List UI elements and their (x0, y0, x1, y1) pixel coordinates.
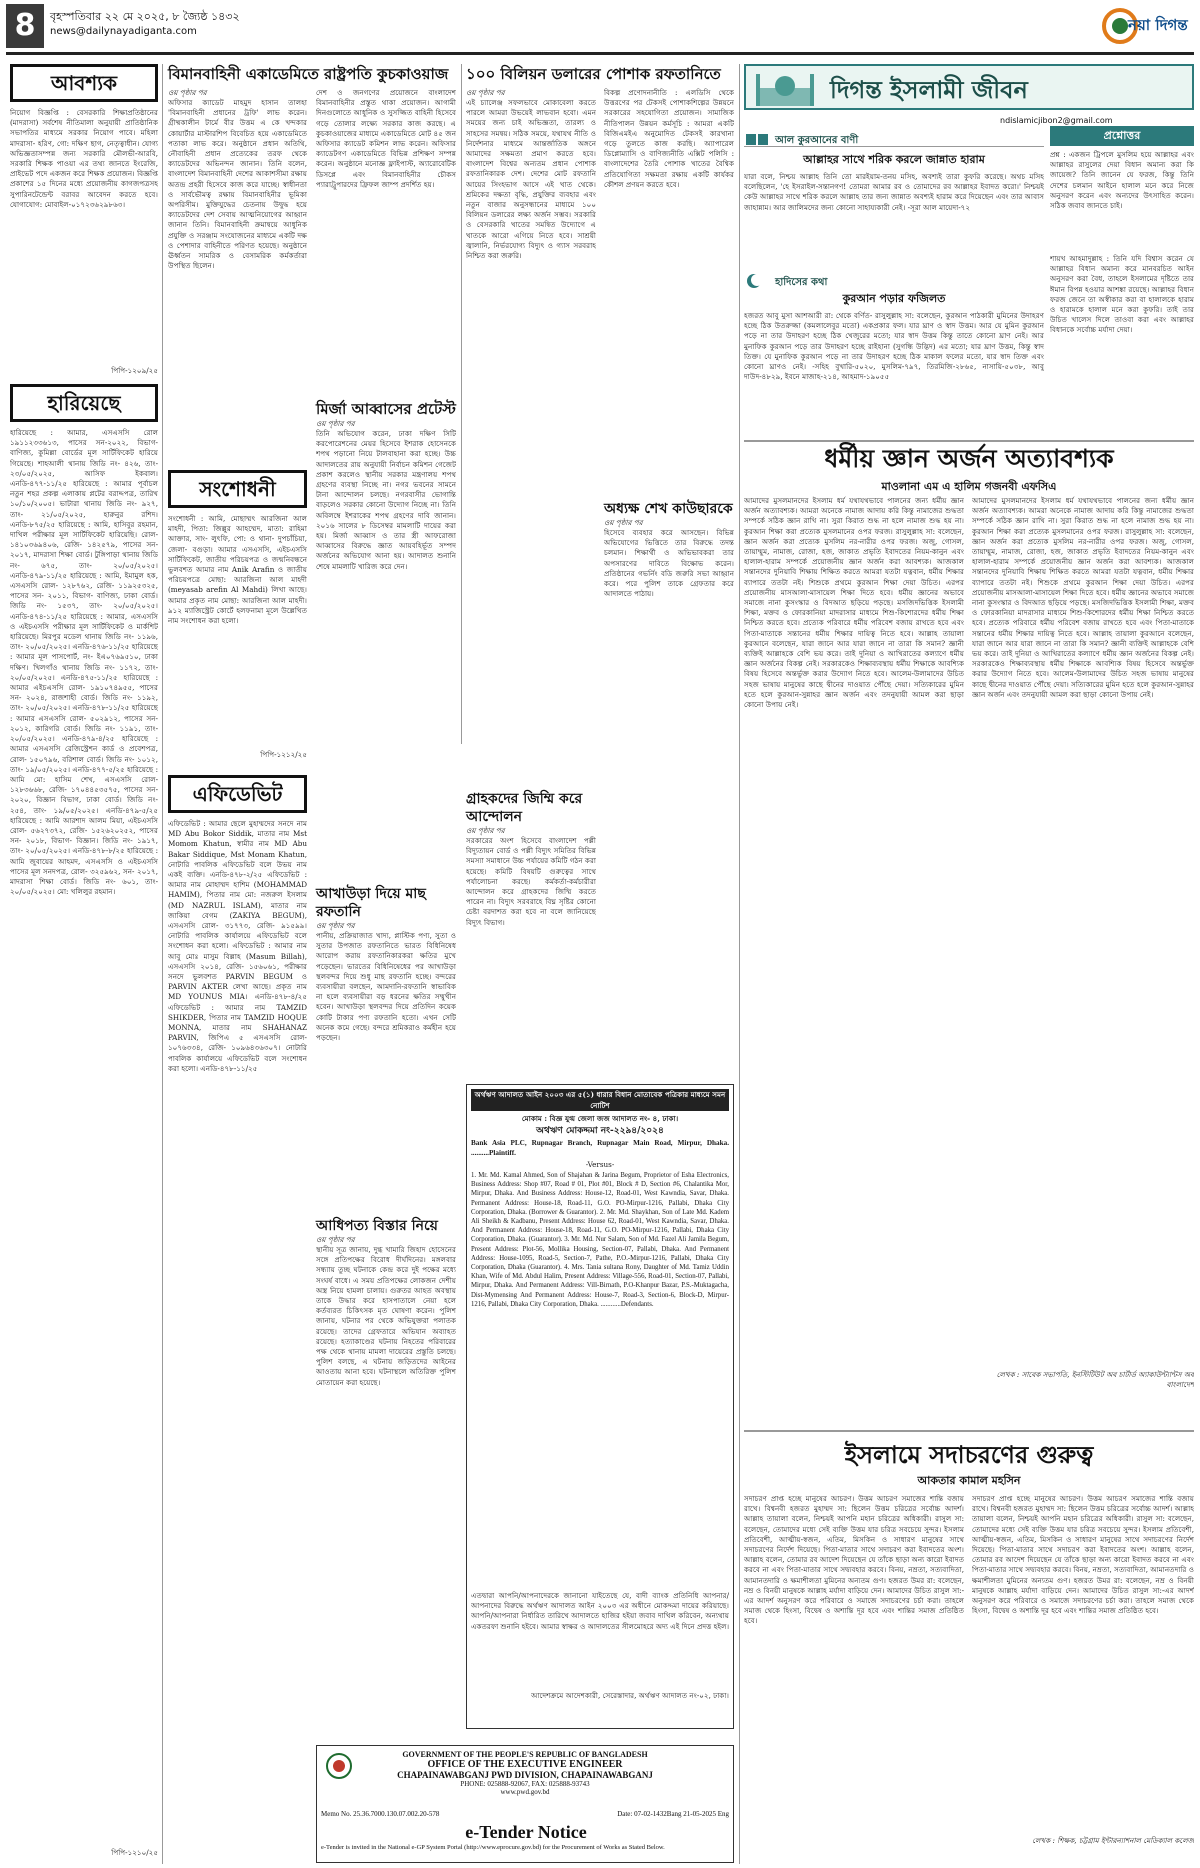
lost-heading: হারিয়েছে (10, 384, 158, 422)
main-article-text: আমাদের মুসলমানদের ইসলাম ধর্ম যথাযথভাবে পালনের জন্য ধর্মীয় জ্ঞান অর্জন অত্যাবশ্যক। আমরা অনেকে নামাজ আদায় করি কিন্তু নামাজের শুদ্ধতা সম্পর্কে সঠিক জ্ঞান রাখি না। সুরা কিরাত শুদ্ধ না হলে নামাজ শুদ্ধ হয় না। কুরআন শিক্ষা করা প্রত্যেক মুসলমানের ওপর ফরজ। রাসুলুল্লাহ সা: বলেছেন, জ্ঞান অর্জন করা প্রত্যেক মুসলিম নর-নারীর ওপর ফরজ। অজু, গোসল, তায়াম্মুম, নামাজ, রোজা, হজ, জাকাত প্রভৃতি ইবাদতের নিয়ম-কানুন এবং হালাল-হারাম সম্পর্কে প্রয়োজনীয় জ্ঞান অর্জন করা আবশ্যক। আজকাল সন্তানদের দুনিয়াবি শিক্ষায় শিক্ষিত করতে আমরা যতটা যত্নবান, ধর্মীয় শিক্ষার ব্যাপারে ততটা নই। শিশুকে প্রথমে কুরআন শিক্ষা দেয়া উচিত। এরপর প্রয়োজনীয় মাসআলা-মাসায়েল শিক্ষা দিতে হবে। ধর্মীয় জ্ঞানের অভাবে সমাজে নানা কুসংস্কার ও বিদআত ছড়িয়ে পড়ছে। মসজিদভিত্তিক ইসলামী শিক্ষা, মক্তব ও ফোরকানিয়া মাদরাসার মাধ্যমে শিশু-কিশোরদের ধর্মীয় শিক্ষা নিশ্চিত করতে হবে। প্রত্যেক পরিবারে ধর্মীয় পরিবেশ বজায় রাখতে হবে এবং পিতা-মাতাকে সন্তানের ধর্মীয় শিক্ষার দায়িত্ব নিতে হবে। আল্লাহ তায়ালা কুরআনে বলেছেন, যারা জানে আর যারা জানে না তারা কি সমান? জ্ঞানী ব্যক্তিই আল্লাহকে বেশি ভয় করে। তাই দুনিয়া ও আখিরাতের কল্যাণে ধর্মীয় জ্ঞান অর্জনের বিকল্প নেই। সরকারকেও শিক্ষাব্যবস্থায় ধর্মীয় শিক্ষাকে আবশ্যিক বিষয় হিসেবে অন্তর্ভুক্ত করার উদ্যোগ নিতে হবে। আলেম-উলামাদের উচিত সহজ ভাষায় মানুষের কাছে দ্বীনের দাওয়াত পৌঁছে দেয়া। সত্যিকারের মুমিন হতে হলে কুরআন-সুন্নাহর জ্ঞান অর্জন এবং তদনুযায়ী আমল করা ছাড়া কোনো উপায় নেই। (744, 496, 964, 710)
air-force-headline: বিমানবাহিনী একাডেমিতে রাষ্ট্রপতি কুচকাওয়াজ (168, 65, 449, 83)
page-number-box (6, 4, 44, 48)
hadith-label-row (744, 270, 1044, 288)
needed-ref: পিপি-১২০৯/২৫ (111, 366, 158, 375)
header-email[interactable]: news@dailynayadiganta.com (50, 26, 197, 37)
power-byline: ওয় পৃষ্ঠার পর (316, 1235, 355, 1244)
correction-text: সংশোধনী : আমি, মোছাম্মৎ আরজিনা আল মাহদী, পিতা: জিল্লুর আহম্মেদ, মাতা: রাহিমা আক্তার, সাং- লুৎফি, পো: ও থানা- দুপচাঁচিয়া, জেলা- বগুড়া। আমার এসএসসি, এইচএসসি সার্টিফিকেট, জাতীয় পরিচয়পত্র ও জন্মনিবন্ধনে ভুলবশত আমার নাম Anik Arafin ও জাতীয় পরিচয়পত্রে মোছা: আরজিনা আল মাহদী (meyasab arefin Al Mahdi) লিখা আছে। আমার প্রকৃত নাম মোছা: আরজিনা আল মাহদী। ৯১২ ম্যাজিস্ট্রেট কোর্টে হলফনামা মূলে উল্লেখিত নাম সংশোধন করা হলো। (168, 514, 307, 626)
gas-byline: ওয় পৃষ্ঠার পর (466, 826, 505, 835)
air-force-byline: ওয় পৃষ্ঠার পর (168, 88, 207, 97)
mosque-icon (750, 68, 820, 108)
mirza-headline: মির্জা আব্বাসের প্রটেস্ট (316, 400, 456, 418)
tender-date: Date: 07-02-1432Bang 21-05-2025 Eng (617, 1810, 729, 1818)
gas-article (466, 790, 596, 1080)
header-rule (6, 52, 1194, 55)
garment-text: এই চ্যালেঞ্জ সফলভাবে মোকাবেলা করতে পারলে আমরা উভয়েই লাভবান হবো। এমন সময়ের জন্য চাই অভিজ্ঞতা, তারল্য ও সাহসের সমন্বয়। সঠিক সময়ে, যথাযথ নীতি ও নির্দেশনার মাধ্যমে আন্তর্জাতিক অঙ্গনে আমাদের সক্ষমতা প্রমাণ করতে হবে। বাংলাদেশ বিশ্বের অন্যতম প্রধান পোশাক রফতানিকারক দেশ। দেশের মোট রফতানি আয়ের সিংহভাগ আসে এই খাত থেকে। শ্রমিকের দক্ষতা বৃদ্ধি, প্রযুক্তির ব্যবহার এবং নতুন বাজার অনুসন্ধানের মাধ্যমে ১০০ বিলিয়ন ডলারের লক্ষ্য অর্জন সম্ভব। সরকারি ও বেসরকারি খাতের সমন্বিত উদ্যোগে এ খাতকে আরো এগিয়ে নিতে হবে। সাশ্রয়ী জ্বালানি, নির্ভরযোগ্য বিদ্যুৎ ও গ্যাস সরবরাহ নিশ্চিত করা জরুরি। (466, 98, 596, 261)
islamic-email[interactable]: ndislamicjibon2@gmail.com (1000, 116, 1113, 125)
notice-bank: Bank Asia PLC, Rupnagar Branch, Rupnagar Main Road, Mirpur, Dhaka. ..........Plaintiff. (471, 1139, 729, 1158)
second-article-text-cont: সদাচরণ প্রাপ্ত হচ্ছে মানুষের আচরণ। উত্তম আচরণ সমাজের শান্তি বজায় রাখে। বিশ্বনবী হজরত মুহাম্মদ সা: ছিলেন উত্তম চরিত্রের সর্বোচ্চ আদর্শ। আল্লাহ তায়ালা বলেন, নিশ্চয়ই আপনি মহান চরিত্রের অধিকারী। রাসুল সা: বলেছেন, তোমাদের মধ্যে সেই ব্যক্তি উত্তম যার চরিত্র সবচেয়ে সুন্দর। ইসলাম প্রতিবেশী, আত্মীয়-স্বজন, এতিম, মিসকিন ও সাধারণ মানুষের সাথে সদাচরণের নির্দেশ দিয়েছে। পিতা-মাতার সাথে সদাচরণ করা ইবাদতের অংশ। আল্লাহ বলেন, তোমার রব আদেশ দিয়েছেন যে তাঁকে ছাড়া অন্য কারো ইবাদত করবে না এবং পিতা-মাতার সাথে সদ্ব্যবহার করবে। বিনয়, নম্রতা, সত্যবাদিতা, আমানতদারি ও ক্ষমাশীলতা মুমিনের অন্যতম গুণ। হজরত উমর রা: বলেছেন, নম্র ও বিনয়ী মানুষকে আল্লাহ মর্যাদা বাড়িয়ে দেন। আমাদের উচিত রাসুল সা:-এর আদর্শ অনুসরণ করে পরিবারে ও সমাজে সদাচরণের চর্চা করা। তাহলে সমাজ থেকে হিংসা, বিদ্বেষ ও অশান্তি দূর হবে এবং শান্তির সমাজ প্রতিষ্ঠিত হবে। (972, 1494, 1194, 1616)
teacher-headline: অধ্যক্ষ শেখ কাউছারকে (604, 501, 733, 517)
quran-label-row (744, 128, 1044, 147)
header-date: বৃহস্পতিবার ২২ মে ২০২৫, ৮ জ্যৈষ্ঠ ১৪৩২ (50, 10, 240, 23)
tender-phone: PHONE: 025888-92067, FAX: 025888-93743 (460, 1780, 590, 1788)
second-article-text: সদাচরণ প্রাপ্ত হচ্ছে মানুষের আচরণ। উত্তম আচরণ সমাজের শান্তি বজায় রাখে। বিশ্বনবী হজরত মুহাম্মদ সা: ছিলেন উত্তম চরিত্রের সর্বোচ্চ আদর্শ। আল্লাহ তায়ালা বলেন, নিশ্চয়ই আপনি মহান চরিত্রের অধিকারী। রাসুল সা: বলেছেন, তোমাদের মধ্যে সেই ব্যক্তি উত্তম যার চরিত্র সবচেয়ে সুন্দর। ইসলাম প্রতিবেশী, আত্মীয়-স্বজন, এতিম, মিসকিন ও সাধারণ মানুষের সাথে সদাচরণের নির্দেশ দিয়েছে। পিতা-মাতার সাথে সদাচরণ করা ইবাদতের অংশ। আল্লাহ বলেন, তোমার রব আদেশ দিয়েছেন যে তাঁকে ছাড়া অন্য কারো ইবাদত করবে না এবং পিতা-মাতার সাথে সদ্ব্যবহার করবে। বিনয়, নম্রতা, সত্যবাদিতা, আমানতদারি ও ক্ষমাশীলতা মুমিনের অন্যতম গুণ। হজরত উমর রা: বলেছেন, নম্র ও বিনয়ী মানুষকে আল্লাহ মর্যাদা বাড়িয়ে দেন। আমাদের উচিত রাসুল সা:-এর আদর্শ অনুসরণ করে পরিবারে ও সমাজে সদাচরণের চর্চা করা। তাহলে সমাজ থেকে হিংসা, বিদ্বেষ ও অশান্তি দূর হবে এবং শান্তির সমাজ প্রতিষ্ঠিত হবে। (744, 1494, 964, 1626)
classified-column (10, 64, 158, 1864)
air-force-text-cont: দেশ ও জনগণের প্রয়োজনে বাংলাদেশ বিমানবাহিনীর প্রস্তুত থাকা প্রয়োজন। আগামী দিনগুলোতে আধুনিক ও সুসজ্জিত বাহিনী হিসেবে গড়ে তোলার লক্ষ্যে সরকার কাজ করছে। এ কুচকাওয়াজের মাধ্যমে একাডেমিতে মোট ৪৫ জন অফিসার ক্যাডেট কমিশন লাভ করেন। অফিসার ক্যাডেটগণ একাডেমিতে বিভিন্ন প্রশিক্ষণ সম্পন্ন করেন। অনুষ্ঠানে মনোজ্ঞ ফ্লাইপাস্ট, অ্যারোবেটিক ডিসপ্লে এবং বিমানবাহিনীর চৌকস প্যারাট্রুপারদের ফ্রিফল জাম্প প্রদর্শিত হয়। (316, 88, 456, 189)
tender-office: OFFICE OF THE EXECUTIVE ENGINEER (427, 1759, 623, 1770)
quran-label: আল কুরআনের বাণী (775, 135, 859, 146)
court-notice (466, 1084, 734, 1729)
gas-headline: গ্রাহকদের জিম্মি করে আন্দোলন (466, 791, 583, 825)
needed-text: নিয়োগ বিজ্ঞপ্তি : বেসরকারি শিক্ষাপ্রতিষ্ঠানের (মাদরাসা) সর্বশেষ নীতিমালা অনুযায়ী প্রাতিষ্ঠানিক সভাপতির মাধ্যমে সরকার নিয়োগ পাবে। মহিলা মাদরাসা- হরিণ, গো: দক্ষিণ ছাগ, নেতৃত্বাধীন। যোগ্য অভিজ্ঞতাসম্পন্ন জন্য সরকারি মৌলভী-আরবি, সরকারি শিক্ষক পাওয়া এর তথ্য জানতে ইংরেজি, প্রাইভেট পদে একজন করে শিক্ষক প্রয়োজন। বিজ্ঞপ্তি প্রকাশের ১৫ দিনের মধ্যে প্রয়োজনীয় কাগজপত্রসহ সুপারিনটেন্ডেন্ট বরাবর আবেদন করতে হবে। যোগাযোগ: মোবাইল-০১৭২৩৬২৯৮৬৩। (10, 108, 158, 209)
power-headline: আধিপত্য বিস্তার নিয়ে (316, 1218, 438, 1234)
main-article-footer: লেখক : সাবেক সভাপতি, ইনস্টিটিউট অব চার্টার্ড অ্যাকাউন্ট্যান্টস অব বাংলাদেশ (996, 1370, 1194, 1390)
crescent-icon (744, 273, 770, 289)
notice-case: অর্থঋণ মোকদ্দমা নং-২২৯৪/২০২৪ (536, 1126, 664, 1136)
garment-text-cont: বিকল্প প্রণোদনানীতি : এলডিসি থেকে উত্তরণের পর টেকসই পোশাকশিল্পের উন্নয়নে সরকারের সহযোগিতা প্রয়োজন। সামাজিক নীতিপালন উন্নয়ন কর্মসূচি : আমরা একটি বিজিএমইএ অনুমোদিত টেকসই কারখানা গড়ে তুলতে কাজ করছি। অ্যাপারেল ডিপ্লোম্যাসি ও বাণিজ্যনীতি এক্সিট পলিসি : বাংলাদেশের তৈরি পোশাক খাতের বৈশ্বিক প্রতিযোগিতা সক্ষমতা রক্ষায় একটি কার্যকর কৌশল প্রণয়ন করতে হবে। (604, 88, 734, 189)
lost-ref: পিপি-১২১০/২৫ (111, 1848, 158, 1857)
affidavit-box (168, 775, 307, 1865)
quran-title: আল্লাহর সাথে শরিক করলে জান্নাত হারাম (803, 153, 985, 166)
tender-division: CHAPAINAWABGANJ PWD DIVISION, CHAPAINAWABGANJ (397, 1770, 653, 1780)
qa-section (1050, 126, 1194, 436)
second-article-author: আকতার কামাল মহসিন (917, 1474, 1021, 1487)
correction-box (168, 470, 307, 770)
qa-answer: শায়খ আহমাদুল্লাহ : তিনি যদি বিশ্বাস করেন যে আল্লাহর বিধান অমান্য করে মানবরচিত আইন অনুসরণ করা বৈধ, তাহলে ইসলামের দৃষ্টিতে তার ঈমান বিপন্ন হওয়ার আশঙ্কা রয়েছে। আল্লাহর বিধান ফরজ জেনে তা অস্বীকার করা বা হালালকে হারাম ও হারামকে হালাল মনে করা কুফরি। তাই তার উচিত খালেস দিলে তাওবা করা এবং আল্লাহর বিধানকে সর্বোচ্চ মর্যাদা দেয়া। (1050, 254, 1194, 335)
main-article (744, 440, 1194, 1420)
hadith-title: কুরআন পড়ার ফজিলত (842, 292, 946, 305)
needed-heading: আবশ্যক (10, 64, 158, 102)
column-divider (461, 64, 462, 744)
mirza-byline: ওয় পৃষ্ঠার পর (316, 419, 355, 428)
second-article-title: ইসলামে সদাচরণের গুরুত্ব (844, 1441, 1094, 1469)
main-article-author: মাওলানা এম এ হালিম গজনবী এফসিএ (881, 480, 1057, 493)
hadith-section (744, 270, 1044, 436)
tender-gov: GOVERNMENT OF THE PEOPLE'S REPUBLIC OF BANGLADESH (402, 1750, 648, 1759)
tender-memo: Memo No. 25.36.7000.130.07.002.20-578 (321, 1810, 440, 1818)
qa-label: প্রশ্নোত্তর (1050, 126, 1194, 146)
qa-question: প্রশ্ন : একজন ট্রিপলে মুসলিম হয়ে আল্লাহর এবং আল্লাহর রাসুলের দেয়া বিধান অমান্য করা কি জায়েজ? তিনি জানেন যে ফরজ, কিন্তু তিনি দেশের চলমান আইনে হালাল মনে করে নিজে অনুসরণ করেন এবং অন্যদের উৎসাহিত করেন। সঠিক জবাব জানতে চাই। (1050, 150, 1194, 211)
fish-text: পানীয়, প্রক্রিয়াজাত খাদ্য, প্লাস্টিক পণ্য, সুতা ও সুতার উপজাত রফতানিতে ভারত বিধিনিষেধ আরোপ করায় রফতানিকারকরা ক্ষতির মুখে পড়েছেন। ভারতের বিধিনিষেধের পর আখাউড়া স্থলবন্দর দিয়ে শুধু মাছ রফতানি হচ্ছে। বন্দরের ব্যবসায়ীরা বলছেন, আমদানি-রফতানি স্বাভাবিক না হলে ব্যবসায়ীরা বড় ধরনের ক্ষতির সম্মুখীন হবেন। আখাউড়া স্থলবন্দর দিয়ে প্রতিদিন কয়েক কোটি টাকার পণ্য রফতানি হতো। এখন সেটি অনেক কমে গেছে। বন্দরে শ্রমিকরাও কর্মহীন হয়ে পড়ছেন। (316, 931, 456, 1043)
government-seal-icon (325, 1752, 353, 1780)
hadith-label: হাদিসের কথা (775, 277, 828, 288)
notice-body: এতদ্বারা আপনি/আপনাদেরকে জানানো যাইতেছে যে, বাদী ব্যাংক প্রতিনিধি আপনার/আপনাদের বিরুদ্ধে অর্থঋণ আদালত আইন ২০০৩ এর অধীনে মোকদ্দমা দায়ের করিয়াছে। আপনি/আপনারা নির্ধারিত তারিখে আদালতে হাজির হইয়া জবাব দাখিল করিবেন, অন্যথায় একতরফা শুনানি হইবে। আমার স্বাক্ষর ও আদালতের সীলমোহরে অদ্য এই দিনে প্রদত্ত হইল। (471, 1591, 729, 1631)
air-force-text: অফিসার ক্যাডেট মাহমুদ হাসান তালহা 'বিমানবাহিনী প্রধানের ট্রফি' লাভ করেন। গ্রীষ্মকালীন টার্মে বীর উত্তম এ কে খন্দকার কোয়ার্টার মাস্টারশিপ বিবেচিত হয়ে একাডেমিতে পতাকা লাভ করে। অনুষ্ঠানে প্রধান অতিথি, নৌবাহিনী প্রধান প্রত্যেকের তরফ থেকে ক্যাডেটদের অভিনন্দন জানান। তিনি বলেন, বাংলাদেশ বিমানবাহিনী দেশের আকাশসীমা রক্ষায় অতন্দ্র প্রহরী হিসেবে কাজ করে যাচ্ছে। স্বাধীনতা ও সার্বভৌমত্ব রক্ষায় বিমানবাহিনীর ভূমিকা অপরিসীম। মুক্তিযুদ্ধের চেতনায় উদ্বুদ্ধ হয়ে ক্যাডেটদের দেশ সেবায় আত্মনিয়োগের আহ্বান জানান তিনি। বিমানবাহিনী ক্রমান্বয়ে আধুনিক প্রযুক্তি ও সরঞ্জাম সংযোজনের মাধ্যমে একটি দক্ষ ও পেশাদার বাহিনীতে পরিণত হয়েছে। অনুষ্ঠানে ঊর্ধ্বতন সামরিক ও বেসামরিক কর্মকর্তারা উপস্থিত ছিলেন। (168, 98, 307, 271)
quran-section (744, 128, 1044, 264)
affidavit-text: এফিডেভিট : আমার ছেলে মুহাম্মদের সনদে নাম MD Abu Bokor Siddik, মাতার নাম Mst Momom Khatun, স্বামীর নাম MD Abu Bakar Siddique, Mst Monam Khatun, নোটারি পাবলিক এফিডেভিট বলে উভয় নাম একই ব্যক্তি। এনডি-৪৭৮-২/২৫ এফিডেভিট : আমার নাম মোহাম্মদ হাশিম (MOHAMMAD HAMIM), পিতার নাম মো: নজরুল ইসলাম (MD NAZRUL ISLAM), মাতার নাম জাকিয়া বেগম (ZAKIYA BEGUM), এসএসসি রোল- ৩১৭৭৩, রেজি- ৯১৫৯৯। নোটারি পাবলিক কার্যালয়ে এফিডেভিট বলে সংশোধন করা হলো। এফিডেভিট : আমার নাম আবু মোঃ মাসুম বিল্লাহ (Masum Billah), এসএসসি ২০১৪, রেজি- ১৫৬০৬১, পরীক্ষার সনদে ভুলবশত PARVIN BEGUM ও PARVIN AKTER লেখা আছে। প্রকৃত নাম MD YOUNUS MIA। এনডি-৪৭৮-৪/২৫ এফিডেভিট : আমার নাম TAMZID SHIKDER, পিতার নাম TAMZID HOQUE MONNA, মাতার নাম SHAHANAZ PARVIN, জিপিএ ৫ এসএসসি রোল- ১০৭৬৩৩৪, রেজি- ১০৯৬৪৩৬৩০৭। নোটারি পাবলিক কার্যালয়ে এফিডেভিট বলে সংশোধন করা হলো। এনডি-৪৭৮-১১/২৫ (168, 819, 307, 1073)
column-divider (162, 64, 163, 1864)
notice-court: মোকাম : বিজ্ঞ যুগ্ম জেলা জজ আদালত নং- ৪, ঢাকা। (521, 1114, 679, 1123)
tender-title: e-Tender Notice (465, 1822, 587, 1842)
teacher-text: হিসেবে ব্যবহার করে আসছেন। বিভিন্ন অভিযোগের ভিত্তিতে তার বিরুদ্ধে তদন্ত চলমান। শিক্ষার্থী ও অভিভাবকরা তার অপসারণের দাবিতে বিক্ষোভ করেন। প্রতিষ্ঠানের গভর্নিং বডি জরুরি সভা আহ্বান করে। পরে পুলিশ তাকে গ্রেফতার করে আদালতে পাঠায়। (604, 528, 734, 599)
fish-headline: আখাউড়া দিয়ে মাছ রফতানি (316, 886, 426, 920)
tender-intro: e-Tender is invited in the National e-GP System Portal (http://www.eprocure.gov.bd) for the Procurement of Works as Stated Below. (321, 1844, 665, 1851)
tender-notice (316, 1745, 734, 1863)
correction-heading: সংশোধনী (168, 470, 307, 508)
teacher-byline: ওয় পৃষ্ঠার পর (604, 518, 643, 527)
correction-ref: পিপি-১২১২/২৫ (260, 750, 307, 759)
column-divider (739, 64, 740, 1864)
gas-text: সরকারের অংশ হিসেবে বাংলাদেশ পল্লী বিদ্যুতায়ন বোর্ড ও পল্লী বিদ্যুৎ সমিতির বিভিন্ন সমস্যা সমাধানে উচ্চ পর্যায়ের কমিটি গঠন করা হয়েছে। কমিটি বিষয়টি গুরুত্বের সাথে পর্যালোচনা করছে। কর্মকর্তা-কর্মচারীরা আন্দোলন করে গ্রাহকদের জিম্মি করতে পারেন না। বিদ্যুৎ সরবরাহে বিঘ্ন সৃষ্টির কোনো চেষ্টা বরদাশত করা হবে না বলে জানিয়েছে বিদ্যুৎ বিভাগ। (466, 836, 596, 927)
logo-text: নয়া দিগন্ত (1128, 16, 1188, 34)
fish-byline: ওয় পৃষ্ঠার পর (316, 921, 355, 930)
notice-defendants: 1. Mr. Md. Kamal Ahmed, Son of Shajahan & Jarina Begum, Proprietor of Esha Electronics, Business Address: Shop #07, Road # 01, Plot #01, Block # D, Section #6, Chalantika Mor, Mirpur, Dhaka. And Business Address: House-12, Road-01, West Kawndia, Savar, Dhaka. Permanent Address: House-18, Road-11, G.O. PO-Mirpur-1216, Pallabi, Dhaka City Corporation, Dhaka. (Borrower & Guarantor). 2. Mr. Md. Shaykhan, Son of Late Md. Kadem Ali Sheikh & Kadbanu, Present Address: House 62, Road-01, West Kawndia, Savar, Dhaka. And Permanent Address: House-18, Road-11, G.O. PO-Mirpur-1216, Pallabi, Dhaka City Corporation, Dhaka. (Guarantor). 3. Mr. Md. Nur Salam, Son of Md. Fazel Ali Jamila Begum, Present Address: Plot-56, Mollika Housing, Section-07, Pallabi, Dhaka. And Permanent Address: House-1095, Road-5, Section-7, Pathe, P.O.-Mirpur-1216, Pallabi, Dhaka City Corporation, Dhaka (Guarantor). 4. Mrs. Tania sultana Rony, Daughter of Md. Tamiz Uddin Khan, Wife of Md. Abdul Halim, Present Address: Village-556, Road-01, Section-07, Pallabi, Mirpur, Dhaka. And Permanent Address: Vill-Birnath, P.O-Khanpur Bazar, P.S.-Muktagacha, Dist-Mymensing And Permanent Address: House-7, Road-3, Section-6, Block-D, Mirpur-1216, Pallabi, Dhaka City Corporation, Dhaka. ............Defendants. (471, 1172, 729, 1308)
islamic-page-title: দিগন্ত ইসলামী জীবন (830, 76, 1028, 104)
notice-footer: আদেশক্রমে আদেশকারী, সেরেস্তাদার, অর্থঋণ আদালত নং-০২, ঢাকা। (531, 1691, 729, 1700)
column-three (316, 400, 456, 1740)
quran-text: যারা বলে, নিশ্চয় আল্লাহ তিনি তো মারইয়াম-তনয় মসিহ, অবশ্যই তারা কুফরি করেছে। অথচ মসিহ বলেছিলেন, 'হে ইসরাইল-সন্তানগণ! তোমরা আমার রব ও তোমাদের রব আল্লাহর ইবাদত করো।' নিশ্চয়ই কেউ আল্লাহর সাথে শরিক করলে আল্লাহ তার জন্য জান্নাত অবশ্যই হারাম করে দিয়েছেন এবং তার আবাস জাহান্নাম। আর জালিমদের জন্য কোনো সাহায্যকারী নেই। -সূরা আল মায়েদা-৭২ (744, 172, 1044, 212)
notice-versus: -Versus- (585, 1160, 615, 1169)
second-article (744, 1430, 1194, 1864)
lost-text: হারিয়েছে : আমার, এসএসসি রোল ১৯১১২৩৩৬১৩, পাসের সন-২০২২, বিভাগ- বাণিজ্য, কুমিল্লা বোর্ডের মূল সার্টিফিকেট হারিয়ে গিয়েছে। শাহআলী থানায় জিডি নং- ৪২৬, তাং- ২৩/০৫/২০২৫, আসিফ ইকবাল। এনডি-৪৭৭-১১/২৫ হারিয়েছে : আমার পূর্বাচল নতুন শহর প্রকল্প এলাকায় প্লটের বরাদ্দপত্র, তারিখ ১০/১০/২০০৫। ভাটারা থানায় জিডি নং- ৯২৭, তাং- ২১/০৫/২০২৫, হারুনুর রশিদ। এনডি-৮৭৫/২৫ হারিয়েছে : আমি, হাসিবুর রহমান, দাখিল পরীক্ষার মূল সার্টিফিকেট হারিয়েছি। রোল- ১৪১০৩৬৯৪০৬, রেজি- ১৪২৫৭৯, পাসের সন- ২০১৭, মাদরাসা শিক্ষা বোর্ড। টুঙ্গিপাড়া থানায় জিডি নং- ৬৭৫, তাং- ২০/০৫/২০২৫। এনডি-৪৭৯-১১/২৫ হারিয়েছে : আমি, ইমামুল হক, এসএসসি রোল- ১২৮৭৬২, রেজি- ১১৯২৫৩২৫, পাসের সন- ২০১১, বিভাগ- বাণিজ্য, ঢাকা বোর্ড। জিডি নং- ১৫৩৭, তাং- ২০/০৫/২০২৫। এনডি-৪৭৪-১১/২৫ হারিয়েছে : আমার, এসএসসি ও এইচএসসি পরীক্ষার মূল সার্টিফিকেট ও মার্কশিট হারিয়েছে। মিরপুর মডেল থানায় জিডি নং- ১১৯৬, তাং- ২০/০৫/২০২৫। এনডি-৪৭৬-১১/২৫ হারিয়েছে : আমার মূল পাসপোর্ট, নং- ইএ০৭৬৯৫১০, ঢাকা দক্ষিণ। খিলগাঁও থানায় জিডি নং- ১১৭২, তাং- ২০/০৫/২০২৫। এনডি-৪৭৫-১১/২৫ হারিয়েছে : আমার এইচএসসি রোল- ১৯১০৭৪৯৫৫, পাসের সন- ২০২৪, রাজশাহী বোর্ড। জিডি নং- ১১৯২, তাং- ২০/০৫/২০২৫। এনডি-৪৭৮-১১/২৫ হারিয়েছে : আমার এসএসসি রোল- ৫০২৯১২, পাসের সন- ২০১২, কারিগরি বোর্ড। জিডি নং- ১১৯১, তাং- ২০/০৫/২০২৫। এনডি-৪৭৯-৪/২৫ হারিয়েছে : আমার এসএসসি রেজিস্ট্রেশন কার্ড ও প্রবেশপত্র, রোল- ১৫০৭৯৬, বরিশাল বোর্ড। জিডি নং- ১০১২, তাং- ১৯/০৫/২০২৫। এনডি-৪৭৭-৫/২৫ হারিয়েছে : আমি মো: হাসিম শেখ, এসএসসি রোল- ১২৮৩৬৬৮, রেজি- ১৭০৪৪৫৩৫৭৫, পাসের সন- ২০২০, বিজ্ঞান বিভাগ, ঢাকা বোর্ড। জিডি নং- ২৫৪, তাং- ১৯/০৫/২০২৫। এনডি-৪৭৯-৫/২৫ হারিয়েছে : আমি আরশাদ আলম মিয়া, এইচএসসি রোল- ৫৬২৭৩৭২, রেজি- ১৫২৬২০২৫২, পাসের সন- ২০১৮, বিভাগ- বিজ্ঞান। জিডি নং- ১৯১৭, তাং- ২০/০৫/২০২৫। এনডি-৪৭৮-৮/২৫ হারিয়েছে : আমি জুবায়ের আহমদ, এসএসসি ও এইচএসসি পাসের মূল সনদপত্র, রোল- ৩২৫৯৬২, সন- ২০১৭, মাদরাসা শিক্ষা বোর্ড। জিডি নং- ৬০১, তাং- ২০/০৫/২০২৫। মো: খলিলুর রহমান। (10, 428, 158, 897)
page-number: 8 (14, 8, 36, 43)
garment-byline: ওয় পৃষ্ঠার পর (466, 88, 505, 97)
garment-headline: ১০০ বিলিয়ন ডলারের পোশাক রফতানিতে (466, 65, 721, 83)
main-article-text-cont: আমাদের মুসলমানদের ইসলাম ধর্ম যথাযথভাবে পালনের জন্য ধর্মীয় জ্ঞান অর্জন অত্যাবশ্যক। আমরা অনেকে নামাজ আদায় করি কিন্তু নামাজের শুদ্ধতা সম্পর্কে সঠিক জ্ঞান রাখি না। সুরা কিরাত শুদ্ধ না হলে নামাজ শুদ্ধ হয় না। কুরআন শিক্ষা করা প্রত্যেক মুসলমানের ওপর ফরজ। রাসুলুল্লাহ সা: বলেছেন, জ্ঞান অর্জন করা প্রত্যেক মুসলিম নর-নারীর ওপর ফরজ। অজু, গোসল, তায়াম্মুম, নামাজ, রোজা, হজ, জাকাত প্রভৃতি ইবাদতের নিয়ম-কানুন এবং হালাল-হারাম সম্পর্কে প্রয়োজনীয় জ্ঞান অর্জন করা আবশ্যক। আজকাল সন্তানদের দুনিয়াবি শিক্ষায় শিক্ষিত করতে আমরা যতটা যত্নবান, ধর্মীয় শিক্ষার ব্যাপারে ততটা নই। শিশুকে প্রথমে কুরআন শিক্ষা দেয়া উচিত। এরপর প্রয়োজনীয় মাসআলা-মাসায়েল শিক্ষা দিতে হবে। ধর্মীয় জ্ঞানের অভাবে সমাজে নানা কুসংস্কার ও বিদআত ছড়িয়ে পড়ছে। মসজিদভিত্তিক ইসলামী শিক্ষা, মক্তব ও ফোরকানিয়া মাদরাসার মাধ্যমে শিশু-কিশোরদের ধর্মীয় শিক্ষা নিশ্চিত করতে হবে। প্রত্যেক পরিবারে ধর্মীয় পরিবেশ বজায় রাখতে হবে এবং পিতা-মাতাকে সন্তানের ধর্মীয় শিক্ষার দায়িত্ব নিতে হবে। আল্লাহ তায়ালা কুরআনে বলেছেন, যারা জানে আর যারা জানে না তারা কি সমান? জ্ঞানী ব্যক্তিই আল্লাহকে বেশি ভয় করে। তাই দুনিয়া ও আখিরাতের কল্যাণে ধর্মীয় জ্ঞান অর্জনের বিকল্প নেই। সরকারকেও শিক্ষাব্যবস্থায় ধর্মীয় শিক্ষাকে আবশ্যিক বিষয় হিসেবে অন্তর্ভুক্ত করার উদ্যোগ নিতে হবে। আলেম-উলামাদের উচিত সহজ ভাষায় মানুষের কাছে দ্বীনের দাওয়াত পৌঁছে দেয়া। সত্যিকারের মুমিন হতে হলে কুরআন-সুন্নাহর জ্ঞান অর্জন এবং তদনুযায়ী আমল করা ছাড়া কোনো উপায় নেই। (972, 496, 1194, 699)
affidavit-heading: এফিডেভিট (168, 775, 307, 813)
second-article-footer: লেখক : শিক্ষক, চট্টগ্রাম ইন্টারন্যাশনাল মেডিক্যাল কলেজ (1032, 1836, 1194, 1845)
book-icon (744, 131, 770, 147)
main-article-title: ধর্মীয় জ্ঞান অর্জন অত্যাবশ্যক (744, 440, 1194, 476)
hadith-text: হজরত আবু মুসা আশআরী রা: থেকে বর্ণিত- রাসুলুল্লাহ সা: বলেছেন, কুরআন পাঠকারী মুমিনের উদাহরণ হচ্ছে ঠিক উতরুজ্জা (কমলালেবুর মতো) একপ্রকার ফল। যার ঘ্রাণ ও স্বাদ উত্তম। আর যে মুমিন কুরআন পড়ে না তার উদাহরণ হচ্ছে ঠিক খেজুরের মতো; যার স্বাদ উত্তম কিন্তু তাতে কোনো ঘ্রাণ নেই। আর মুনাফিক কুরআন পড়ে তার উদাহরণ হচ্ছে রাইহানা (সুগন্ধি উদ্ভিদ) এর মতো; যার ঘ্রাণ উত্তম, কিন্তু স্বাদ তিক্ত। যে মুনাফিক কুরআন পড়ে না তার উদাহরণ হচ্ছে ঠিক মাকাল ফলের মতো, যার স্বাদ তিক্ত এবং কোনো ঘ্রাণও নেই। -সহিহ বুখারি-৫০২০, মুসলিম-৭৯৭, তিরমিজি-২৮৬৫, নাসায়ি-৫০৩৮, আবু দাউদ-৪৮২৯, ইবনে মাজাহ-২১৪, আহমাদ-১৯০৫৫ (744, 311, 1044, 382)
tender-web[interactable]: www.pwd.gov.bd (500, 1788, 550, 1796)
notice-heading: অর্থঋণ আদালত আইন ২০০৩ এর ৫(১) ধারার বিধান মোতাবেক পত্রিকার মাধ্যমে সমন নোটিশ (471, 1089, 729, 1111)
mirza-text: তিনি অভিযোগ করেন, ঢাকা দক্ষিণ সিটি করপোরেশনের মেয়র হিসেবে ইশরাক হোসেনকে শপথ পড়ানো নিয়ে টালবাহানা করা হচ্ছে। উচ্চ আদালতের রায় অনুযায়ী নির্বাচন কমিশন গেজেট প্রকাশ করলেও স্থানীয় সরকার মন্ত্রণালয় শপথ গ্রহণের ব্যবস্থা নিচ্ছে না। নগর ভবনের সামনে টানা আন্দোলন চলছে। নগরবাসীর ভোগান্তি বাড়লেও সরকার কোনো উদ্যোগ নিচ্ছে না। তিনি অবিলম্বে ইশরাকের শপথ গ্রহণের দাবি জানান। ২০১৬ সালের ৮ ডিসেম্বর মামলাটি দায়ের করা হয়। মির্জা আব্বাস ও তার স্ত্রী আফরোজা আব্বাসের বিরুদ্ধে জ্ঞাত আয়বহির্ভূত সম্পদ অর্জনের অভিযোগ আনা হয়। আদালত শুনানি শেষে মামলাটি খারিজ করে দেন। (316, 429, 456, 571)
power-text: স্থানীয় সূত্র জানায়, দুগ্ধ খামারি জিহাদ হোসেনের সঙ্গে প্রতিপক্ষের বিরোধ দীর্ঘদিনের। মঙ্গলবার সন্ধ্যায় তুচ্ছ ঘটনাকে কেন্দ্র করে দুই পক্ষের মধ্যে সংঘর্ষ বাধে। এ সময় প্রতিপক্ষের লোকজন দেশীয় অস্ত্র নিয়ে হামলা চালায়। গুরুতর আহত অবস্থায় তাকে উদ্ধার করে হাসপাতালে নেয়া হলে কর্তব্যরত চিকিৎসক মৃত ঘোষণা করেন। পুলিশ জানায়, ঘটনার পর থেকে অভিযুক্তরা পলাতক রয়েছে। তাদের গ্রেফতারে অভিযান অব্যাহত রয়েছে। হত্যাকাণ্ডের ঘটনায় নিহতের পরিবারের পক্ষ থেকে থানায় মামলা দায়েরের প্রস্তুতি চলছে। পুলিশ বলছে, এ ঘটনায় জড়িতদের আইনের আওতায় আনা হবে। ঘটনাস্থলে অতিরিক্ত পুলিশ মোতায়েন করা হয়েছে। (316, 1245, 456, 1387)
islamic-banner (744, 64, 1194, 110)
teacher-article (604, 500, 734, 840)
newspaper-logo (1100, 6, 1195, 44)
